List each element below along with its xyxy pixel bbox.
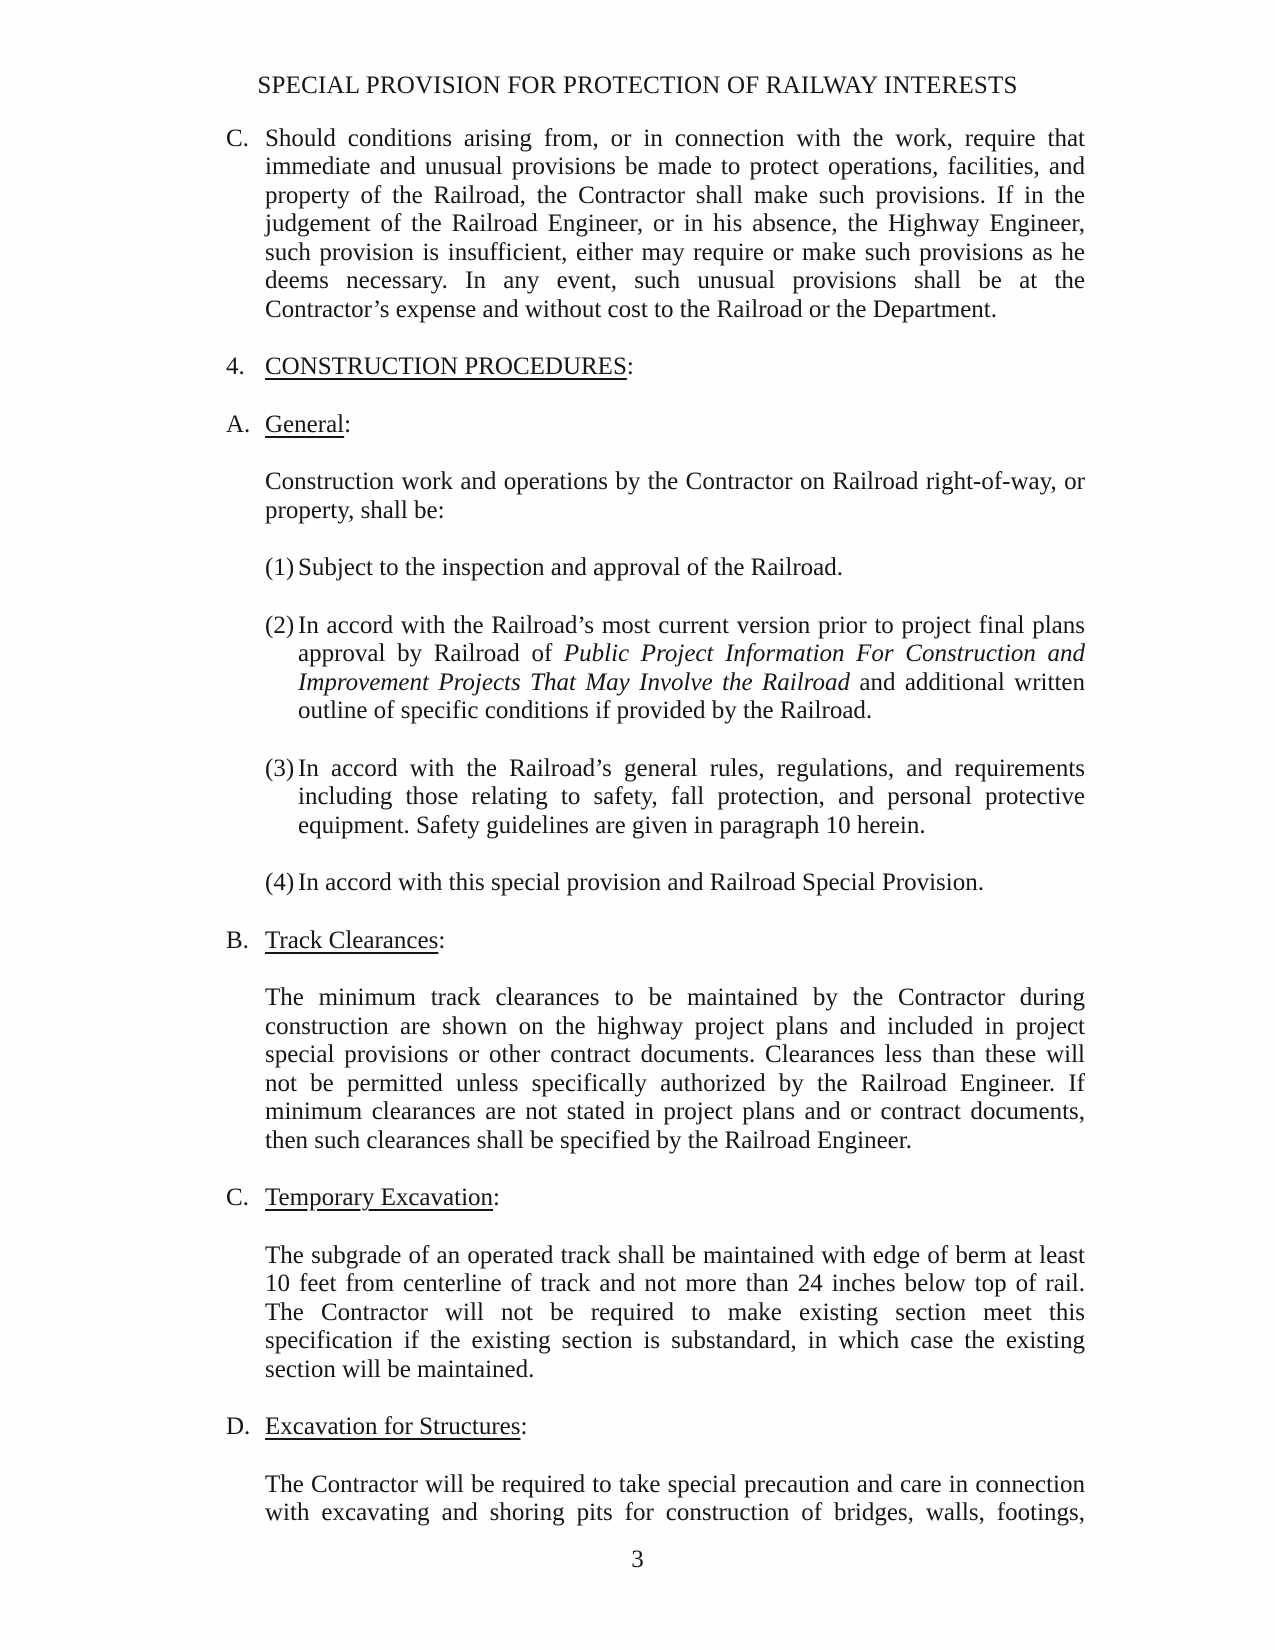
document-title: SPECIAL PROVISION FOR PROTECTION OF RAILWAY INTERESTS: [257, 72, 1018, 99]
item-d-heading: [226, 1413, 1085, 1442]
item-d-colon: :: [520, 1413, 528, 1440]
item-b-heading: [226, 927, 1085, 956]
section-4-heading: [226, 353, 1085, 382]
item-c-label: C.: [226, 124, 249, 152]
item-c2-paragraph: [226, 1242, 1085, 1385]
list-item-1-text: Subject to the inspection and approval of the Railroad.: [298, 554, 843, 581]
list-item-4: [226, 869, 1085, 898]
item-b-paragraph: [226, 984, 1085, 1155]
list-item-2-marker: (2): [265, 611, 295, 639]
section-4-title: CONSTRUCTION PROCEDURES: [265, 353, 627, 380]
item-b-title-wrap: [265, 927, 1085, 956]
list-item-3: [226, 755, 1085, 841]
item-b-colon: :: [438, 926, 446, 954]
item-d-paragraph: [226, 1471, 1085, 1528]
item-a-heading: [226, 411, 1085, 440]
item-a-intro-text: Construction work and operations by the Contractor on Railroad right-of-way, or property, shall be:: [265, 468, 1085, 524]
section-4-colon: :: [626, 353, 634, 380]
item-b-title: Track Clearances: [265, 926, 439, 954]
list-item-2-text-after: and additional written outline of specific conditions if provided by the Railroad.: [298, 668, 1085, 724]
section-4-number: 4.: [226, 353, 245, 380]
item-c2-colon: :: [493, 1184, 500, 1211]
list-item-2: [226, 612, 1085, 726]
list-item-2-paragraph: [265, 612, 1085, 726]
item-c2-title: Temporary Excavation: [265, 1184, 494, 1211]
item-c2-heading: [226, 1184, 1085, 1213]
page-number: 3: [631, 1546, 644, 1573]
list-item-4-marker: (4): [265, 869, 295, 896]
item-c-text: Should conditions arising from, or in connection with the work, require that immediate and unusual provisions be made to protect operations, facilities, and property of the Railroad, the Contractor shall make such provisions. If in the judgement of the Railroad Engineer, or in his absence, the Highway Engineer, such provision is insufficient, either may require or make such provisions as he deems necessary. In any event, such unusual provisions shall be at the Contractor’s expense and without cost to the Railroad or the Department.: [265, 124, 1085, 323]
item-c2-title-wrap: [265, 1184, 1085, 1213]
list-item-4-text: In accord with this special provision and Railroad Special Provision.: [298, 869, 984, 896]
item-d-title: Excavation for Structures: [265, 1413, 521, 1440]
item-c2-label: C.: [226, 1184, 249, 1211]
list-item-1: [226, 554, 1085, 583]
item-c-paragraph: [226, 125, 1085, 325]
item-d-label: D.: [226, 1413, 251, 1440]
list-item-1-paragraph: [265, 554, 1085, 583]
section-4-title-wrap: [265, 353, 1085, 382]
item-a-intro-paragraph: [226, 468, 1085, 525]
list-item-3-text: In accord with the Railroad’s general rules, regulations, and requirements including those relating to safety, fall protection, and personal protective equipment. Safety guidelines are given in paragraph 10 herein.: [298, 754, 1085, 839]
list-item-1-marker: (1): [265, 554, 295, 581]
item-d-title-wrap: [265, 1413, 1085, 1442]
item-a-title: General: [265, 410, 345, 438]
list-item-3-marker: (3): [265, 754, 295, 782]
list-item-4-paragraph: [265, 869, 1085, 898]
item-b-label: B.: [226, 926, 249, 954]
list-item-3-paragraph: [265, 755, 1085, 841]
list-item-2-text-before: In accord with the Railroad’s most current version prior to project final plans approval by Railroad of: [298, 611, 1085, 667]
item-b-text: The minimum track clearances to be maintained by the Contractor during construction are shown on the highway project plans and included in project special provisions or other contract documents. Clearances less than these will not be permitted unless specifically authorized by the Railroad Engineer. If minimum clearances are not stated in project plans and or contract documents, then such clearances shall be specified by the Railroad Engineer.: [265, 984, 1085, 1154]
item-a-colon: :: [344, 410, 352, 438]
list-item-2-italic-title: Public Project Information For Construction and Improvement Projects That May Involve the Railroad: [298, 640, 1085, 696]
item-a-title-wrap: [265, 411, 1085, 440]
item-d-text: The Contractor will be required to take special precaution and care in connection with excavating and shoring pits for construction of bridges, walls, footings,: [265, 1470, 1085, 1526]
item-a-label: A.: [226, 410, 251, 438]
item-c2-text: The subgrade of an operated track shall be maintained with edge of berm at least 10 feet from centerline of track and not more than 24 inches below top of rail. The Contractor will not be required to make existing section meet this specification if the existing section is substandard, in which case the existing section will be maintained.: [265, 1241, 1085, 1383]
